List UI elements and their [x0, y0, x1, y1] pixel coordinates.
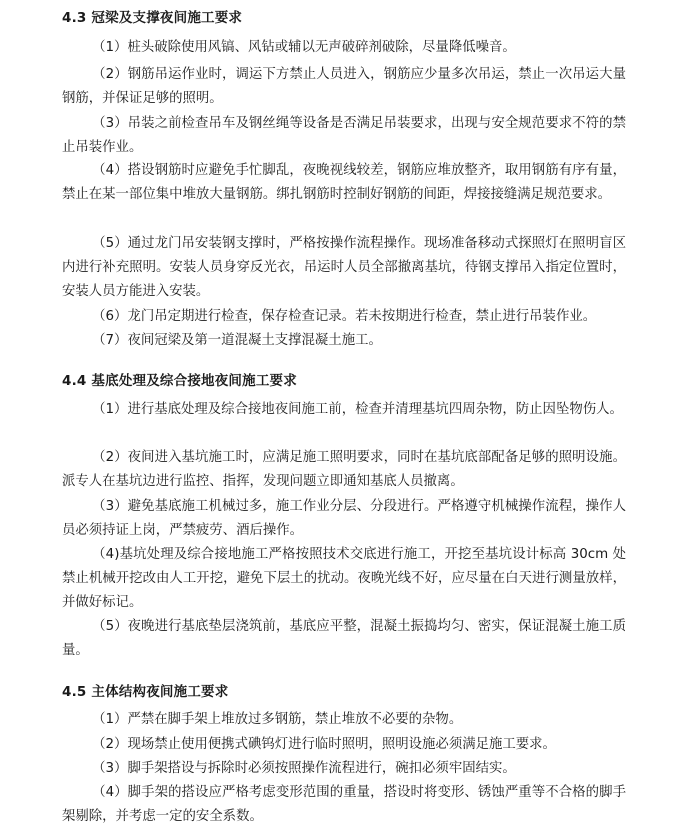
section-title-4-3: 4.3 冠梁及支撑夜间施工要求 — [62, 10, 243, 26]
paragraph-4-3-6: （6）龙门吊定期进行检查，保存检查记录。若未按期进行检查，禁止进行吊装作业。 — [92, 309, 597, 324]
paragraph-4-4-4: （4)基坑处理及综合接地施工严格按照技术交底进行施工，开挖至基坑设计标高 30cm 处禁止机械开挖改由人工开挖，避免下层土的扰动。夜晚光线不好，应尽量在白天进行测量放样，并做好标记。 — [62, 547, 626, 610]
paragraph-4-3-2: （2）钢筋吊运作业时，调运下方禁止人员进入，钢筋应少量多次吊运，禁止一次吊运大量钢筋，并保证足够的照明。 — [62, 67, 626, 106]
paragraph-4-3-5: （5）通过龙门吊安装钢支撑时，严格按操作流程操作。现场准备移动式探照灯在照明盲区内进行补充照明。安装人员身穿反光衣，吊运时人员全部撤离基坑，待钢支撑吊入指定位置时，安装人员方能进入安装。 — [62, 236, 626, 299]
paragraph-4-4-2: （2）夜间进入基坑施工时，应满足施工照明要求，同时在基坑底部配备足够的照明设施。派专人在基坑边进行监控、指挥，发现问题立即通知基底人员撤离。 — [62, 450, 626, 489]
paragraph-4-4-1: （1）进行基底处理及综合接地夜间施工前，检查并清理基坑四周杂物，防止因坠物伤人。 — [92, 402, 623, 417]
paragraph-4-4-3: （3）避免基底施工机械过多，施工作业分层、分段进行。严格遵守机械操作流程，操作人员必须持证上岗，严禁疲劳、酒后操作。 — [62, 499, 626, 538]
paragraph-4-3-3: （3）吊装之前检查吊车及钢丝绳等设备是否满足吊装要求，出现与安全规范要求不符的禁止吊装作业。 — [62, 116, 626, 155]
section-title-4-4: 4.4 基底处理及综合接地夜间施工要求 — [62, 373, 297, 389]
paragraph-4-3-7: （7）夜间冠梁及第一道混凝土支撑混凝土施工。 — [92, 333, 382, 348]
paragraph-4-5-2: （2）现场禁止使用便携式碘钨灯进行临时照明，照明设施必须满足施工要求。 — [92, 737, 556, 752]
paragraph-4-3-1: （1）桩头破除使用风镐、风钻或辅以无声破碎剂破除，尽量降低噪音。 — [92, 40, 516, 55]
paragraph-4-5-3: （3）脚手架搭设与拆除时必须按照操作流程进行，碗扣必须牢固结实。 — [92, 761, 516, 776]
section-title-4-5: 4.5 主体结构夜间施工要求 — [62, 684, 229, 700]
paragraph-4-5-4: （4）脚手架的搭设应严格考虑变形范围的重量，搭设时将变形、锈蚀严重等不合格的脚手架剔除，并考虑一定的安全系数。 — [62, 785, 626, 824]
paragraph-4-3-4: （4）搭设钢筋时应避免手忙脚乱，夜晚视线较差，钢筋应堆放整齐，取用钢筋有序有量，禁止在某一部位集中堆放大量钢筋。绑扎钢筋时控制好钢筋的间距，焊接接缝满足规范要求。 — [62, 163, 626, 202]
paragraph-4-5-1: （1）严禁在脚手架上堆放过多钢筋，禁止堆放不必要的杂物。 — [92, 712, 463, 727]
paragraph-4-4-5: （5）夜晚进行基底垫层浇筑前，基底应平整，混凝土振捣均匀、密实，保证混凝土施工质量。 — [62, 619, 626, 658]
